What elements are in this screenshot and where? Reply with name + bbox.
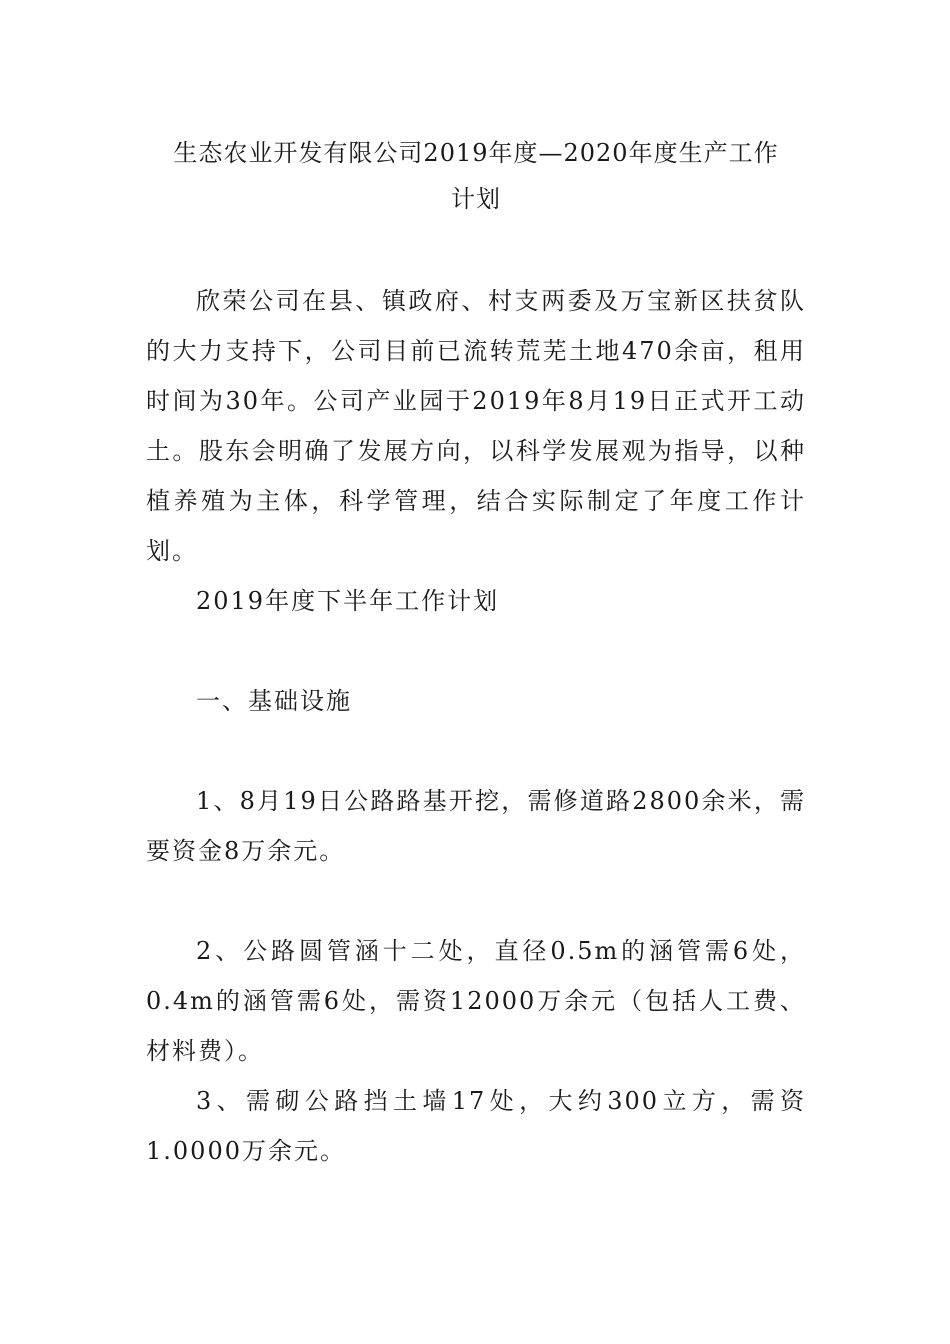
document-title-line-2: 计划 bbox=[451, 185, 501, 213]
intro-paragraph: 欣荣公司在县、镇政府、村支两委及万宝新区扶贫队的大力支持下，公司目前已流转荒芜土地470余亩，租用时间为30年。公司产业园于2019年8月19日正式开工动土。股东会明确了发展方向，以科学发展观为指导，以种植养殖为主体，科学管理，结合实际制定了年度工作计划。 bbox=[146, 287, 806, 565]
document-title-line-1: 生态农业开发有限公司2019年度—2020年度生产工作 bbox=[173, 139, 779, 167]
subsection-heading: 一、基础设施 bbox=[196, 687, 352, 715]
plan-item-2: 2、公路圆管涵十二处，直径0.5m的涵管需6处，0.4m的涵管需6处，需资12000万余元（包括人工费、材料费）。 bbox=[146, 937, 806, 1065]
plan-item-3: 3、需砌公路挡土墙17处，大约300立方，需资1.0000万余元。 bbox=[146, 1087, 806, 1165]
plan-item-1: 1、8月19日公路路基开挖，需修道路2800余米，需要资金8万余元。 bbox=[146, 787, 806, 865]
section-heading: 2019年度下半年工作计划 bbox=[196, 587, 500, 615]
